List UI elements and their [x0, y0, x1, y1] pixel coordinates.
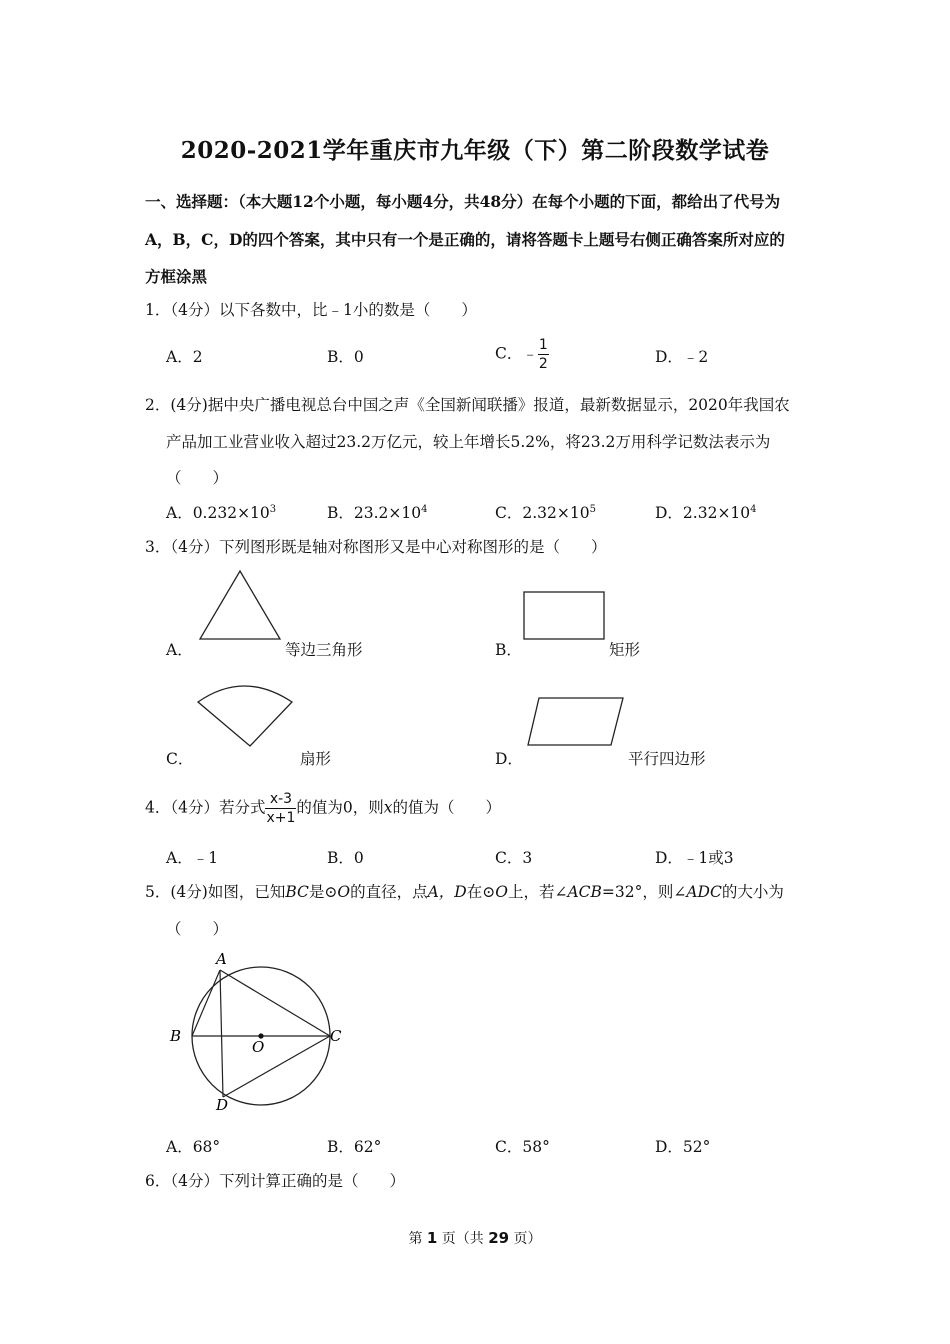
q1-c-numerator: 1 [538, 337, 548, 353]
section-instructions-line3: 方框涂黑 [145, 267, 208, 286]
question-2-line2: 产品加工业营业收入超过23.2万亿元，较上年增长5.2%，将23.2万用科学记数法表示为 [166, 433, 771, 451]
question-1-stem: 1．（4分）以下各数中，比﹣1小的数是（ ） [145, 301, 477, 319]
q5-option-d: D．52° [655, 1138, 711, 1156]
q2-c-base: C．2.32×10 [495, 504, 590, 522]
q5-o1: O [337, 883, 351, 901]
q5-text-f: =32°，则∠ [601, 883, 687, 901]
question-5-line2: （ ） [166, 920, 229, 938]
q2-c-exponent: 5 [589, 503, 596, 515]
q2-option-a [166, 501, 276, 523]
q3-option-d: D． [495, 750, 523, 768]
q5-text-a: 5．(4分)如图，已知 [145, 883, 286, 901]
q1-option-c [495, 336, 549, 373]
q5-bc: BC [285, 883, 309, 901]
q1-option-d: D．﹣2 [655, 348, 709, 366]
q2-option-c [495, 501, 596, 523]
q5-option-c: C．58° [495, 1138, 550, 1156]
footer-post: 页） [509, 1231, 542, 1247]
q4-option-d: D．﹣1或3 [655, 849, 734, 867]
q4-option-a: A．﹣1 [166, 849, 219, 867]
point-b-label: B [170, 1027, 182, 1045]
q5-option-a: A．68° [166, 1138, 221, 1156]
section-instructions-line2: A，B，C，D的四个答案，其中只有一个是正确的，请将答题卡上题号右侧正确答案所对应的 [145, 230, 785, 249]
total-pages: 29 [488, 1229, 510, 1247]
q2-a-exponent: 3 [269, 503, 277, 515]
q3-option-c-label: 扇形 [300, 750, 332, 768]
q3-option-b-label: 矩形 [609, 641, 641, 659]
q3-option-c: C． [166, 750, 194, 768]
q4-fraction [265, 790, 296, 827]
q4-stem-pre: 4．（4分）若分式 [145, 798, 266, 817]
q3-rectangle-figure [523, 591, 605, 641]
point-d-label: D [216, 1096, 229, 1114]
q5-circle-figure [160, 948, 350, 1118]
q4-variable: x [383, 798, 393, 817]
page-number: 1 [426, 1229, 438, 1247]
q5-adc: ADC [686, 883, 722, 901]
q3-parallelogram-figure [527, 697, 625, 747]
q4-stem-post: 的值为（ ） [392, 798, 502, 817]
q1-option-c-prefix: C．﹣ [495, 344, 538, 363]
q1-option-a: A．2 [166, 348, 203, 366]
q2-a-base: A．0.232×10 [166, 504, 270, 522]
q5-option-b: B．62° [327, 1138, 382, 1156]
q4-option-b: B．0 [327, 849, 364, 867]
page-footer [0, 1228, 950, 1248]
q2-d-base: D．2.32×10 [655, 504, 751, 522]
page-title: 2020-2021学年重庆市九年级（下）第二阶段数学试卷 [180, 137, 770, 164]
q4-denominator: x+1 [266, 810, 296, 826]
q3-option-d-label: 平行四边形 [628, 750, 706, 768]
question-3-stem: 3．（4分）下列图形既是轴对称图形又是中心对称图形的是（ ） [145, 538, 607, 556]
footer-pre: 第 [408, 1231, 427, 1247]
question-4-stem [145, 790, 501, 827]
q5-text-d: 在⊙ [466, 883, 496, 901]
q5-ad: A，D [427, 883, 467, 901]
q3-sector-figure [196, 680, 296, 750]
q2-option-b [327, 501, 428, 523]
q2-b-exponent: 4 [421, 503, 428, 515]
section-instructions-line1: 一、选择题：（本大题12个小题，每小题4分，共48分）在每个小题的下面，都给出了代号为 [145, 192, 781, 211]
q5-text-b: 是⊙ [308, 883, 338, 901]
q4-option-c: C．3 [495, 849, 533, 867]
q1-c-denominator: 2 [538, 356, 548, 372]
q2-d-exponent: 4 [750, 503, 757, 515]
q5-o2: O [495, 883, 508, 901]
footer-mid: 页（共 [437, 1231, 489, 1247]
q2-option-d [655, 501, 757, 523]
question-6-stem: 6．（4分）下列计算正确的是（ ） [145, 1172, 405, 1190]
q1-option-b: B．0 [327, 348, 364, 366]
q5-text-g: 的大小为 [721, 883, 784, 901]
q5-text-e: 上，若∠ [507, 883, 568, 901]
point-a-label: A [216, 950, 227, 968]
q2-b-base: B．23.2×10 [327, 504, 422, 522]
q3-triangle-figure [198, 570, 282, 642]
q4-numerator: x-3 [265, 790, 296, 809]
q5-text-c: 的直径，点 [350, 883, 428, 901]
q3-option-a-label: 等边三角形 [285, 641, 363, 659]
question-5-line1 [145, 880, 784, 902]
question-2-line3: （ ） [166, 469, 229, 487]
q3-option-b: B． [495, 641, 522, 659]
question-2-line1: 2．(4分)据中央广播电视总台中国之声《全国新闻联播》报道，最新数据显示，2020年我国农 [145, 396, 790, 414]
point-c-label: C [330, 1027, 342, 1045]
point-o-label: O [252, 1038, 265, 1056]
q1-option-c-fraction [538, 336, 549, 373]
q5-acb: ACB [567, 883, 602, 901]
q4-stem-mid: 的值为0，则 [296, 798, 384, 817]
q3-option-a: A． [166, 641, 193, 659]
